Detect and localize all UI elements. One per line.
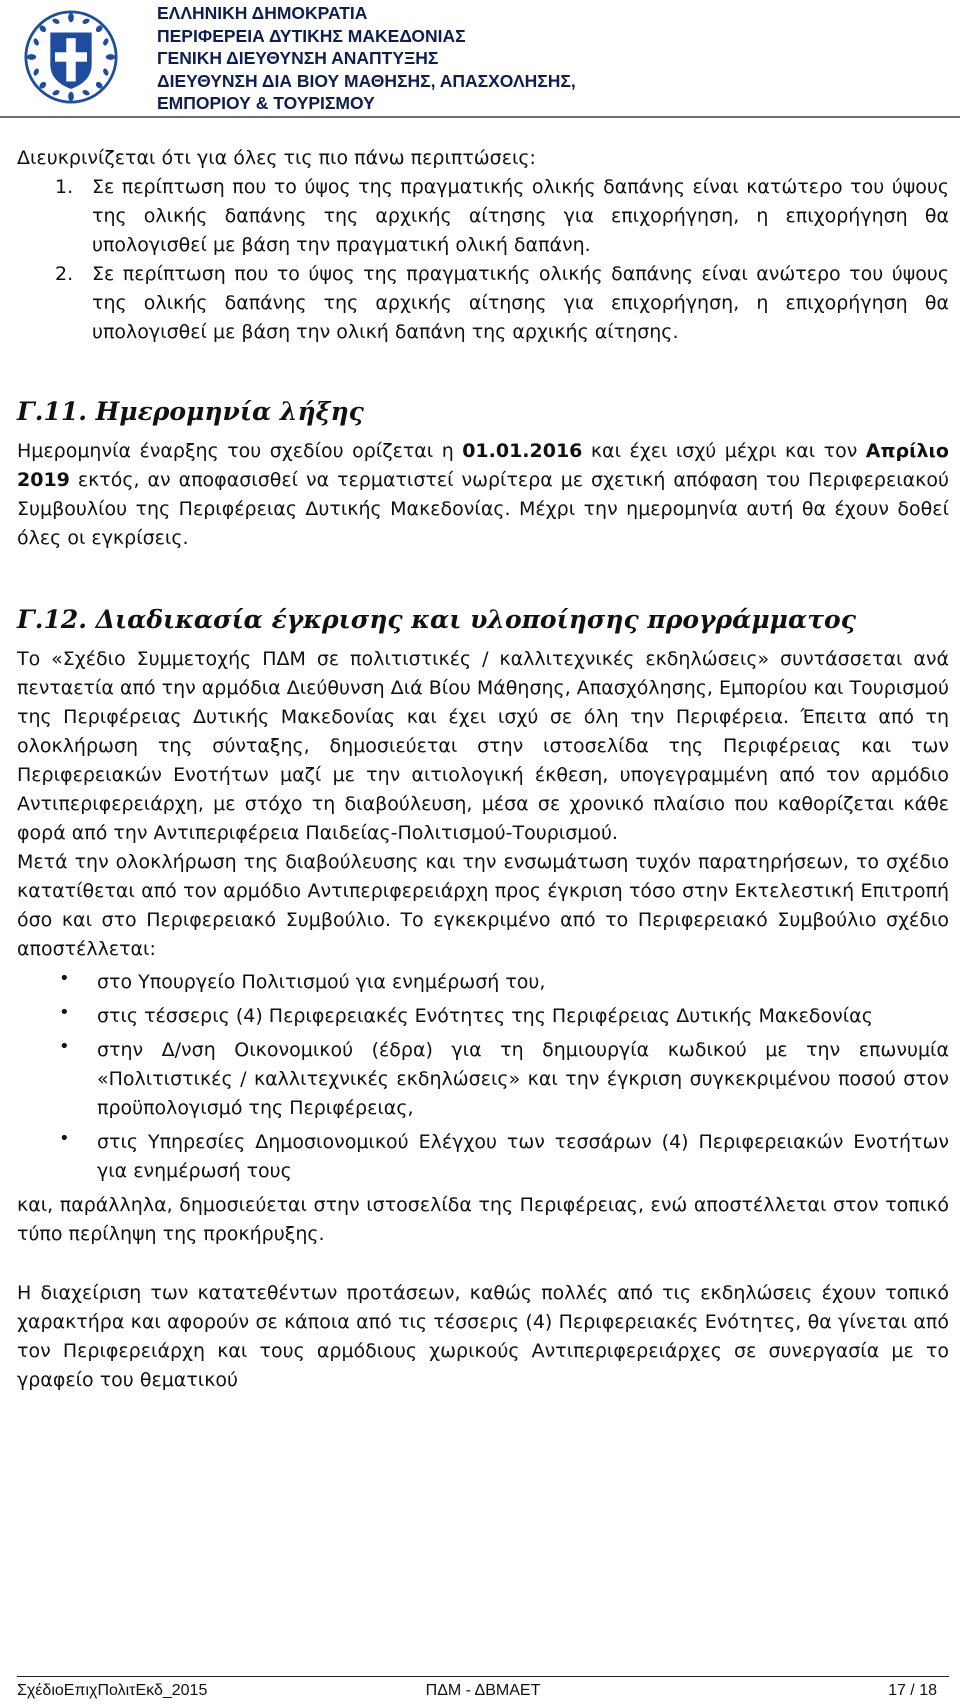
section-g12-paragraph-4: Η διαχείριση των κατατεθέντων προτάσεων, καθώς πολλές από τις εκδηλώσεις έχουν τοπικό χαρακτήρα και αφορούν σε κάποια από τις τέσσερις (4) Περιφερειακές Ενότητες, θα γίνεται από τον Περιφερειάρχη και τους αρμόδιους χωρικούς Αντιπεριφερειάρχες σε συνεργασία με το γραφείο του θεματικού [17, 1282, 949, 1391]
greek-coat-of-arms-icon [24, 10, 118, 104]
bullet-icon: • [59, 1036, 70, 1057]
footer-divider [17, 1676, 949, 1677]
document-body [17, 144, 949, 1395]
numbered-list [17, 173, 949, 347]
bullet-list [17, 968, 949, 1186]
intro-paragraph: Διευκρινίζεται ότι για όλες τις πιο πάνω περιπτώσεις: [17, 147, 536, 169]
document-header [0, 0, 960, 118]
text-run: εκτός, αν αποφασισθεί να τερματιστεί νωρίτερα με σχετική απόφαση του Περιφερειακού Συμβουλίου της Περιφέρειας Δυτικής Μακεδονίας. Μέχρι την ημερομηνία αυτή θα έχουν δοθεί όλες οι εγκρίσεις. [17, 469, 949, 549]
text-run: και έχει ισχύ μέχρι και τον [582, 440, 866, 462]
section-g11-paragraph [17, 437, 949, 553]
header-line: ΓΕΝΙΚΗ ΔΙΕΥΘΥΝΣΗ ΑΝΑΠΤΥΞΗΣ [157, 48, 439, 68]
text-run: Ημερομηνία έναρξης του σχεδίου ορίζεται η [17, 440, 463, 462]
item-number: 2. [55, 263, 74, 285]
numbered-item [17, 260, 949, 347]
start-date: 01.01.2016 [462, 440, 583, 462]
header-divider [0, 116, 960, 118]
bullet-text: στις Υπηρεσίες Δημοσιονομικού Ελέγχου των τεσσάρων (4) Περιφερειακών Ενοτήτων για ενημέρωσή τους [97, 1131, 949, 1182]
bullet-item [17, 1036, 949, 1123]
header-line: ΕΛΛΗΝΙΚΗ ΔΗΜΟΚΡΑΤΙΑ [157, 3, 368, 23]
footer-document-code: ΣχέδιοΕπιχΠολιτΕκδ_2015 [17, 1682, 208, 1699]
header-line: ΠΕΡΙΦΕΡΕΙΑ ΔΥΤΙΚΗΣ ΜΑΚΕΔΟΝΙΑΣ [157, 25, 466, 46]
footer-page-number: 17 / 18 [888, 1682, 937, 1699]
bullet-item [17, 968, 949, 997]
section-heading-g12: Γ.12. Διαδικασία έγκρισης και υλοποίησης προγράμματος [17, 605, 856, 634]
item-text: Σε περίπτωση που το ύψος της πραγματικής ολικής δαπάνης είναι κατώτερο του ύψους της ολικής δαπάνης της αρχικής αίτησης για επιχορήγηση, η επιχορήγηση θα υπολογισθεί με βάση την πραγματική ολική δαπάνη. [92, 176, 949, 256]
bullet-text: στο Υπουργείο Πολιτισμού για ενημέρωσή του, [97, 971, 546, 993]
paragraph-spacer [17, 1249, 949, 1279]
bullet-icon: • [59, 1002, 70, 1023]
section-g12-paragraph-3: και, παράλληλα, δημοσιεύεται στην ιστοσελίδα της Περιφέρειας, ενώ αποστέλλεται στον τοπικό τύπο περίληψη της προκήρυξης. [17, 1194, 949, 1245]
item-number: 1. [55, 176, 74, 198]
section-g12-paragraph-1: Το «Σχέδιο Συμμετοχής ΠΔΜ σε πολιτιστικές / καλλιτεχνικές εκδηλώσεις» συντάσσεται ανά πενταετία από την αρμόδια Διεύθυνση Διά Βίου Μάθησης, Απασχόλησης, Εμπορίου και Τουρισμού της Περιφέρειας Δυτικής Μακεδονίας και έχει ισχύ σε όλη την Περιφέρεια. Έπειτα από τη ολοκλήρωση της σύνταξης, δημοσιεύεται στην ιστοσελίδα της Περιφέρειας και των Περιφερειακών Ενοτήτων μαζί με την αιτιολογική έκθεση, υπογεγραμμένη από τον αρμόδιο Αντιπεριφερειάρχη, με στόχο τη διαβούλευση, μέσα σε χρονικό πλαίσιο που καθορίζεται κάθε φορά από την Αντιπεριφέρεια Παιδείας-Πολιτισμού-Τουρισμού. [17, 648, 949, 844]
bullet-icon: • [59, 968, 70, 989]
footer-department: ΠΔΜ - ΔΒΜΑΕΤ [425, 1682, 541, 1699]
bullet-item [17, 1128, 949, 1186]
bullet-text: στην Δ/νση Οικονομικού (έδρα) για τη δημιουργία κωδικού με την επωνυμία «Πολιτιστικές / καλλιτεχνικές εκδηλώσεις» και την έγκριση συγκεκριμένου ποσού στον προϋπολογισμό της Περιφέρειας, [97, 1039, 949, 1119]
header-line: ΔΙΕΥΘΥΝΣΗ ΔΙΑ ΒΙΟΥ ΜΑΘΗΣΗΣ, ΑΠΑΣΧΟΛΗΣΗΣ, [157, 70, 576, 91]
bullet-item [17, 1002, 949, 1031]
bullet-text: στις τέσσερις (4) Περιφερειακές Ενότητες της Περιφέρειας Δυτικής Μακεδονίας [97, 1005, 873, 1027]
header-lines [157, 2, 576, 115]
item-text: Σε περίπτωση που το ύψος της πραγματικής ολικής δαπάνης είναι ανώτερο του ύψους της ολικής δαπάνης της αρχικής αίτησης για επιχορήγηση, η επιχορήγηση θα υπολογισθεί με βάση την ολική δαπάνη της αρχικής αίτησης. [92, 263, 949, 343]
section-g12-paragraph-2: Μετά την ολοκλήρωση της διαβούλευσης και την ενσωμάτωση τυχόν παρατηρήσεων, το σχέδιο κατατίθεται από τον αρμόδιο Αντιπεριφερειάρχη προς έγκριση τόσο στην Εκτελεστική Επιτροπή όσο και στο Περιφερειακό Συμβούλιο. Το εγκεκριμένο από το Περιφερειακό Συμβούλιο σχέδιο αποστέλλεται: [17, 851, 949, 960]
bullet-icon: • [59, 1128, 70, 1149]
header-line: ΕΜΠΟΡΙΟΥ & ΤΟΥΡΙΣΜΟΥ [157, 93, 375, 113]
section-heading-g11: Γ.11. Ημερομηνία λήξης [17, 397, 364, 426]
page-footer [17, 1682, 949, 1702]
numbered-item [17, 173, 949, 260]
end-date: Απρίλιο 2019 [17, 440, 949, 491]
